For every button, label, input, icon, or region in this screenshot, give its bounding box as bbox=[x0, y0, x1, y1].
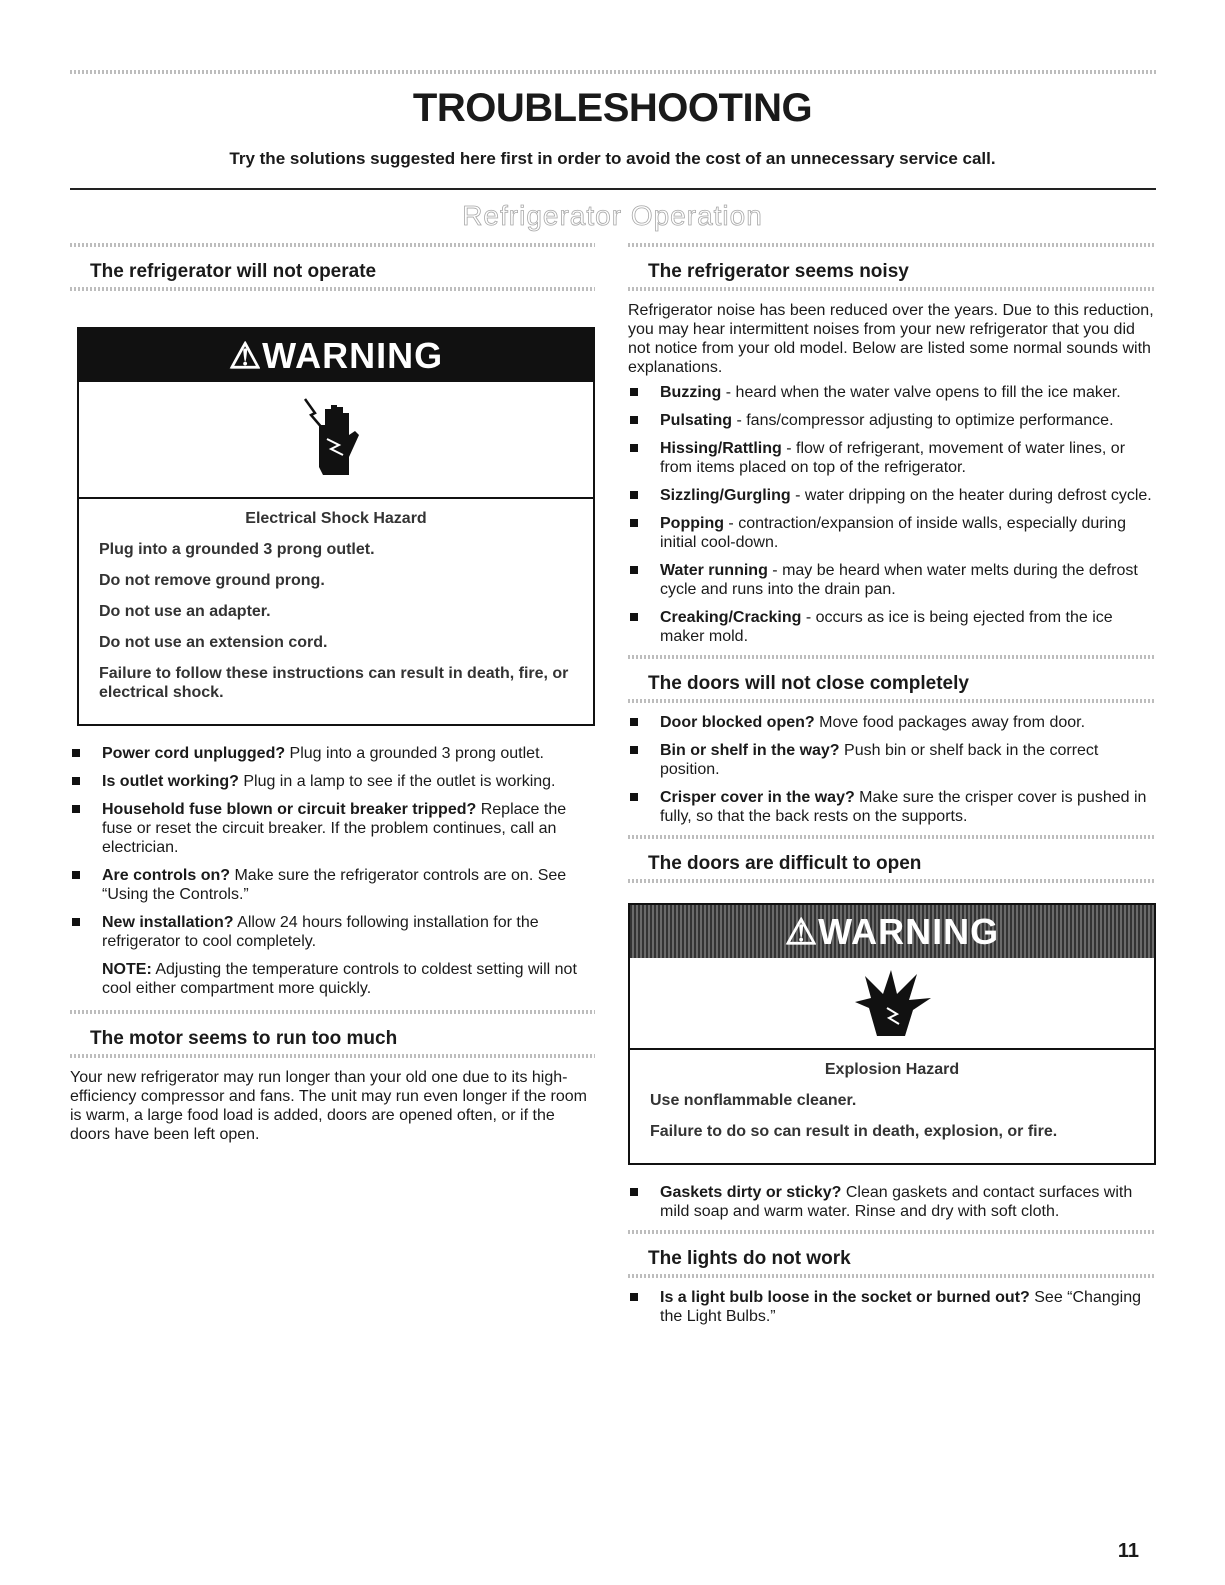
page-subtitle: Try the solutions suggested here first in order to avoid the cost of an unnecessary service call. bbox=[229, 149, 996, 168]
warning-line: Failure to follow these instructions can result in death, fire, or electrical shock. bbox=[99, 665, 569, 701]
list-item: Popping - contraction/expansion of inside walls, especially during initial cool-down. bbox=[628, 514, 1156, 552]
warning-banner: ⚠WARNING bbox=[630, 905, 1154, 958]
bullet-icon bbox=[630, 491, 638, 499]
list-item: Water running - may be heard when water melts during the defrost cycle and runs into the drain pan. bbox=[628, 561, 1156, 599]
bullet-icon bbox=[630, 1188, 638, 1196]
heading-motor: The motor seems to run too much bbox=[90, 1028, 398, 1049]
bullet-icon bbox=[630, 718, 638, 726]
bullet-icon bbox=[72, 918, 80, 926]
bullet-icon bbox=[630, 519, 638, 527]
hazard-title: Electrical Shock Hazard bbox=[245, 510, 427, 527]
noisy-intro: Refrigerator noise has been reduced over the years. Due to this reduction, you may hear intermittent noises from your new refrigerator that you did not notice from your old model. Below are listed some normal sounds with explanations. bbox=[628, 302, 1154, 376]
list-item: Creaking/Cracking - occurs as ice is being ejected from the ice maker mold. bbox=[628, 608, 1156, 646]
noisy-list bbox=[628, 383, 1156, 646]
heading-doors-close: The doors will not close completely bbox=[648, 673, 969, 694]
page-title: TROUBLESHOOTING bbox=[412, 86, 813, 130]
warning-box-explosion bbox=[628, 903, 1156, 1165]
heading-noisy-block bbox=[628, 243, 1156, 291]
warning-body bbox=[630, 1050, 1154, 1163]
warning-line: Do not use an adapter. bbox=[99, 603, 271, 620]
title-divider bbox=[70, 188, 1156, 190]
bullet-icon bbox=[630, 1293, 638, 1301]
bullet-icon bbox=[630, 566, 638, 574]
divider bbox=[70, 287, 595, 291]
note: NOTE: Adjusting the temperature controls to coldest setting will not cool either compartment more quickly. bbox=[102, 961, 577, 997]
bullet-icon bbox=[630, 613, 638, 621]
list-item: Gaskets dirty or sticky? Clean gaskets and contact surfaces with mild soap and warm water. Rinse and dry with soft cloth. bbox=[628, 1183, 1156, 1221]
motor-text: Your new refrigerator may run longer than your old one due to its high-efficiency compressor and fans. The unit may run even longer if the room is warm, a large food load is added, doors are opened often, or if the doors have been left open. bbox=[70, 1069, 588, 1143]
lights-list bbox=[628, 1288, 1156, 1326]
heading-not-operate-block bbox=[70, 243, 595, 291]
divider bbox=[628, 287, 1156, 291]
list-item: Is outlet working? Plug in a lamp to see if the outlet is working. bbox=[70, 772, 595, 791]
bullet-icon bbox=[630, 416, 638, 424]
warning-line: Do not remove ground prong. bbox=[99, 572, 325, 589]
list-item: Pulsating - fans/compressor adjusting to optimize performance. bbox=[628, 411, 1156, 430]
hazard-title: Explosion Hazard bbox=[824, 1061, 960, 1078]
bullet-icon bbox=[72, 871, 80, 879]
bullet-icon bbox=[72, 749, 80, 757]
left-column bbox=[70, 243, 595, 1150]
list-item: Crisper cover in the way? Make sure the crisper cover is pushed in fully, so that the back rests on the supports. bbox=[628, 788, 1156, 826]
heading-doors-open: The doors are difficult to open bbox=[648, 853, 922, 874]
list-item: Power cord unplugged? Plug into a grounded 3 prong outlet. bbox=[70, 744, 595, 763]
list-item: Hissing/Rattling - flow of refrigerant, movement of water lines, or from items placed on top of the refrigerator. bbox=[628, 439, 1156, 477]
heading-lights-block bbox=[628, 1230, 1156, 1278]
warning-line: Do not use an extension cord. bbox=[99, 634, 328, 651]
page-number: 11 bbox=[1117, 1540, 1139, 1562]
heading-lights: The lights do not work bbox=[648, 1248, 851, 1269]
electric-shock-hand-icon bbox=[79, 382, 593, 499]
bullet-icon bbox=[630, 746, 638, 754]
bullet-icon bbox=[630, 793, 638, 801]
divider bbox=[628, 699, 1156, 703]
bullet-icon bbox=[630, 388, 638, 396]
list-item: Door blocked open? Move food packages away from door. bbox=[628, 713, 1156, 732]
divider bbox=[628, 1274, 1156, 1278]
list-item: New installation? Allow 24 hours following installation for the refrigerator to cool completely. bbox=[70, 913, 595, 951]
bullet-icon bbox=[630, 444, 638, 452]
warning-body bbox=[79, 499, 593, 724]
divider bbox=[628, 879, 1156, 883]
warning-line: Failure to do so can result in death, explosion, or fire. bbox=[650, 1123, 1058, 1140]
heading-noisy: The refrigerator seems noisy bbox=[648, 261, 909, 282]
warning-box-electrical bbox=[77, 327, 595, 726]
section-title: Refrigerator Operation bbox=[462, 200, 763, 231]
heading-doors-close-block bbox=[628, 655, 1156, 703]
divider bbox=[70, 1054, 595, 1058]
list-item: Sizzling/Gurgling - water dripping on the heater during defrost cycle. bbox=[628, 486, 1156, 505]
not-operate-list bbox=[70, 744, 595, 951]
bullet-icon bbox=[72, 777, 80, 785]
warning-line: Plug into a grounded 3 prong outlet. bbox=[99, 541, 375, 558]
heading-doors-open-block bbox=[628, 835, 1156, 883]
list-item: Household fuse blown or circuit breaker tripped? Replace the fuse or reset the circuit breaker. If the problem continues, call an electrician. bbox=[70, 800, 595, 857]
list-item: Bin or shelf in the way? Push bin or shelf back in the correct position. bbox=[628, 741, 1156, 779]
warning-line: Use nonflammable cleaner. bbox=[650, 1092, 857, 1109]
list-item: Are controls on? Make sure the refrigerator controls are on. See “Using the Controls.” bbox=[70, 866, 595, 904]
explosion-icon bbox=[630, 958, 1154, 1050]
right-column bbox=[628, 243, 1156, 1335]
bullet-icon bbox=[72, 805, 80, 813]
warning-banner: ⚠WARNING bbox=[79, 329, 593, 382]
heading-motor-block bbox=[70, 1010, 595, 1058]
top-rule bbox=[70, 70, 1158, 74]
doors-close-list bbox=[628, 713, 1156, 826]
heading-not-operate: The refrigerator will not operate bbox=[90, 261, 377, 282]
list-item: Buzzing - heard when the water valve opens to fill the ice maker. bbox=[628, 383, 1156, 402]
doors-open-list bbox=[628, 1183, 1156, 1221]
list-item: Is a light bulb loose in the socket or burned out? See “Changing the Light Bulbs.” bbox=[628, 1288, 1156, 1326]
